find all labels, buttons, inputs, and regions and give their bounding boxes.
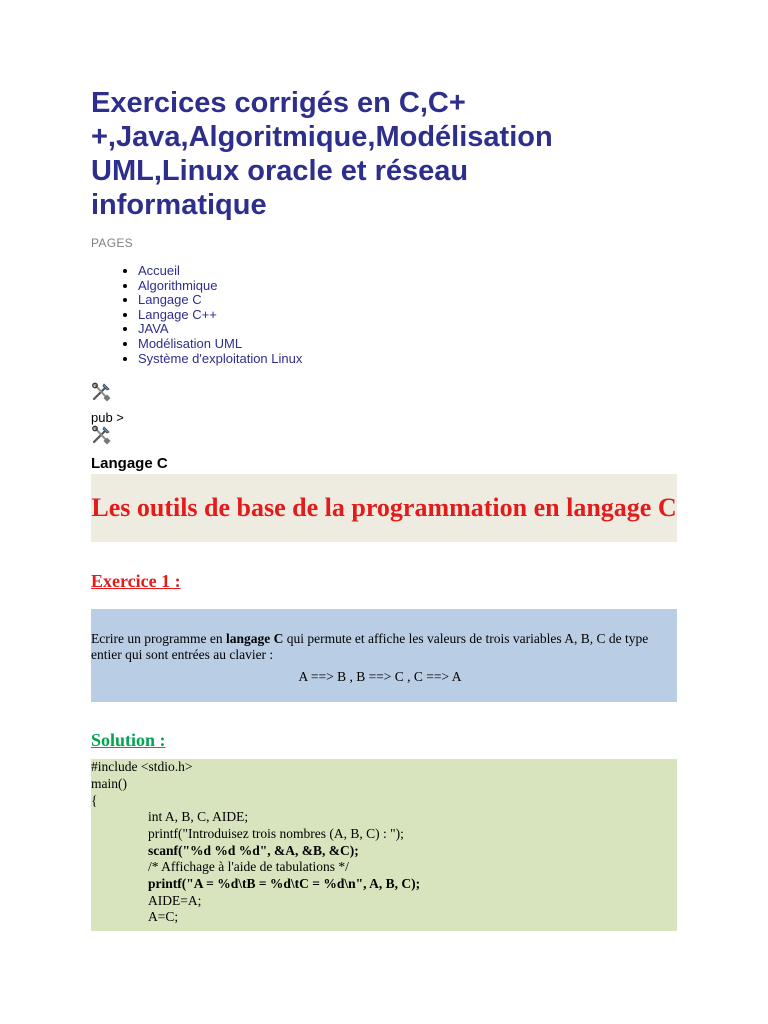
category-label: Langage C: [91, 455, 168, 473]
code-line: #include <stdio.h>: [91, 759, 193, 775]
solution-heading: Solution :: [91, 730, 166, 751]
exercise-text-after: qui permute et affiche les valeurs de trois variables A, B, C de type entier qui sont entrées au clavier :: [91, 631, 649, 663]
nav-link[interactable]: Modélisation UML: [138, 335, 243, 351]
pub-label: pub >: [91, 410, 124, 426]
nav-item-algorithmique[interactable]: [138, 279, 677, 294]
nav-item-modelisation-uml[interactable]: [138, 337, 677, 352]
code-line: /* Affichage à l'aide de tabulations */: [148, 859, 349, 875]
exercise-box: [91, 609, 677, 702]
tools-icon: [91, 425, 111, 445]
nav-link[interactable]: JAVA: [138, 321, 169, 337]
post-title-box: [91, 474, 677, 542]
exercise-statement: [91, 631, 669, 663]
exercise-text-before: Ecrire un programme en: [91, 631, 226, 647]
code-line: int A, B, C, AIDE;: [148, 809, 249, 825]
nav-item-langage-cpp[interactable]: [138, 308, 677, 323]
nav-link[interactable]: Langage C: [138, 292, 202, 308]
code-line: A=C;: [148, 909, 179, 925]
nav-link[interactable]: Algorithmique: [138, 277, 218, 293]
exercise-example: A ==> B , B ==> C , C ==> A: [298, 669, 462, 685]
pages-nav: [91, 264, 677, 366]
tools-icon: [91, 382, 111, 402]
nav-link[interactable]: Accueil: [138, 263, 180, 278]
nav-link[interactable]: Langage C++: [138, 306, 217, 322]
page-content: [91, 86, 677, 931]
code-line: main(): [91, 775, 127, 791]
code-line: AIDE=A;: [148, 892, 202, 908]
nav-link[interactable]: Système d'exploitation Linux: [138, 350, 303, 366]
nav-item-linux[interactable]: [138, 352, 677, 367]
code-line: scanf("%d %d %d", &A, &B, &C);: [148, 842, 359, 858]
nav-item-langage-c[interactable]: [138, 293, 677, 308]
nav-item-java[interactable]: [138, 322, 677, 337]
exercise-text-bold: langage C: [225, 631, 284, 647]
code-block: [91, 759, 677, 931]
post-title: Les outils de base de la programmation en langage C: [91, 493, 677, 523]
nav-item-accueil[interactable]: [138, 264, 677, 279]
site-title[interactable]: Exercices corrigés en C,C+ +,Java,Algoritmique,Modélisation UML,Linux oracle et réseau informatique: [91, 87, 553, 221]
exercise-heading: Exercice 1 :: [91, 571, 181, 592]
code-line: printf("A = %d\tB = %d\tC = %d\n", A, B, C);: [148, 876, 421, 892]
code-line: printf("Introduisez trois nombres (A, B, C) : ");: [148, 825, 404, 841]
pages-label: PAGES: [91, 236, 133, 250]
code-line: {: [91, 792, 98, 808]
